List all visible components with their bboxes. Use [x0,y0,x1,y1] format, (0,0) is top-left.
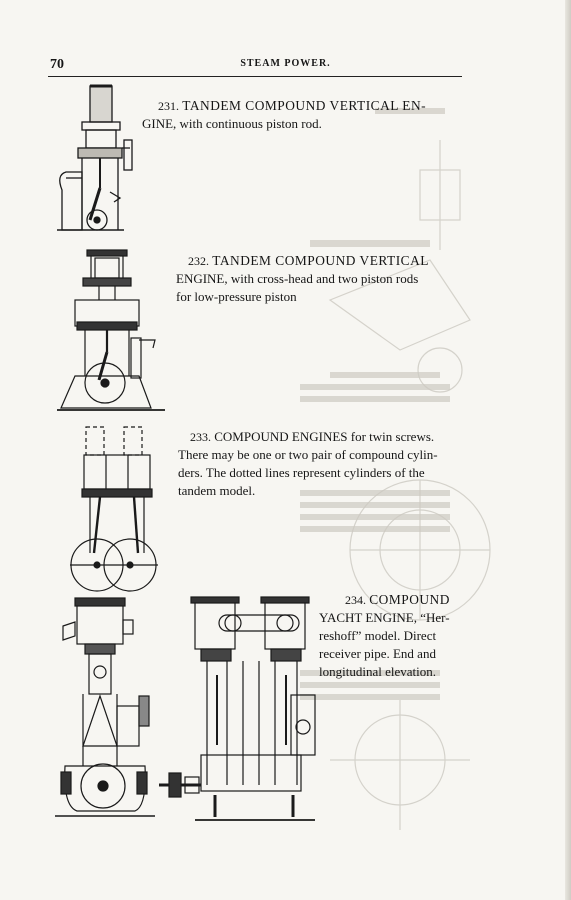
figure-234-longitudinal-elevation-drawing [155,595,325,830]
page-number: 70 [50,57,64,72]
caption-232-line: ENGINE, with cross-head and two piston rods [176,271,419,286]
caption-232 [176,252,483,306]
caption-234 [319,591,485,681]
caption-234-line: receiver pipe. End and [319,646,436,661]
caption-232-line: for low-pressure piston [176,289,297,304]
figure-231-engine-drawing [52,80,157,240]
caption-234-number: 234. [345,593,366,607]
caption-233-title: COMPOUND ENGINES for twin screws. [214,429,435,444]
caption-233-number: 233. [190,430,211,444]
caption-231-line: GINE, with continuous piston rod. [142,116,322,131]
figure-234-end-elevation-drawing [55,596,170,821]
caption-233-line: tandem model. [178,483,256,498]
caption-233 [178,428,485,500]
caption-234-title: COMPOUND [369,592,450,607]
caption-233-line: ders. The dotted lines represent cylinders of the [178,465,425,480]
caption-234-line: longitudinal elevation. [319,664,436,679]
header-rule [48,76,462,77]
caption-231 [142,97,478,133]
page-edge-shadow [565,0,571,900]
caption-231-number: 231. [158,99,179,113]
caption-234-line: YACHT ENGINE, “Her- [319,610,450,625]
caption-231-title: TANDEM COMPOUND VERTICAL EN- [182,98,427,113]
figure-233-engine-drawing [70,425,165,600]
caption-234-line: reshoff” model. Direct [319,628,437,643]
caption-232-title: TANDEM COMPOUND VERTICAL [212,253,429,268]
figure-232-engine-drawing [55,248,175,418]
running-title: STEAM POWER. [240,58,331,69]
caption-232-number: 232. [188,254,209,268]
caption-233-line: There may be one or two pair of compound cylin- [178,447,438,462]
